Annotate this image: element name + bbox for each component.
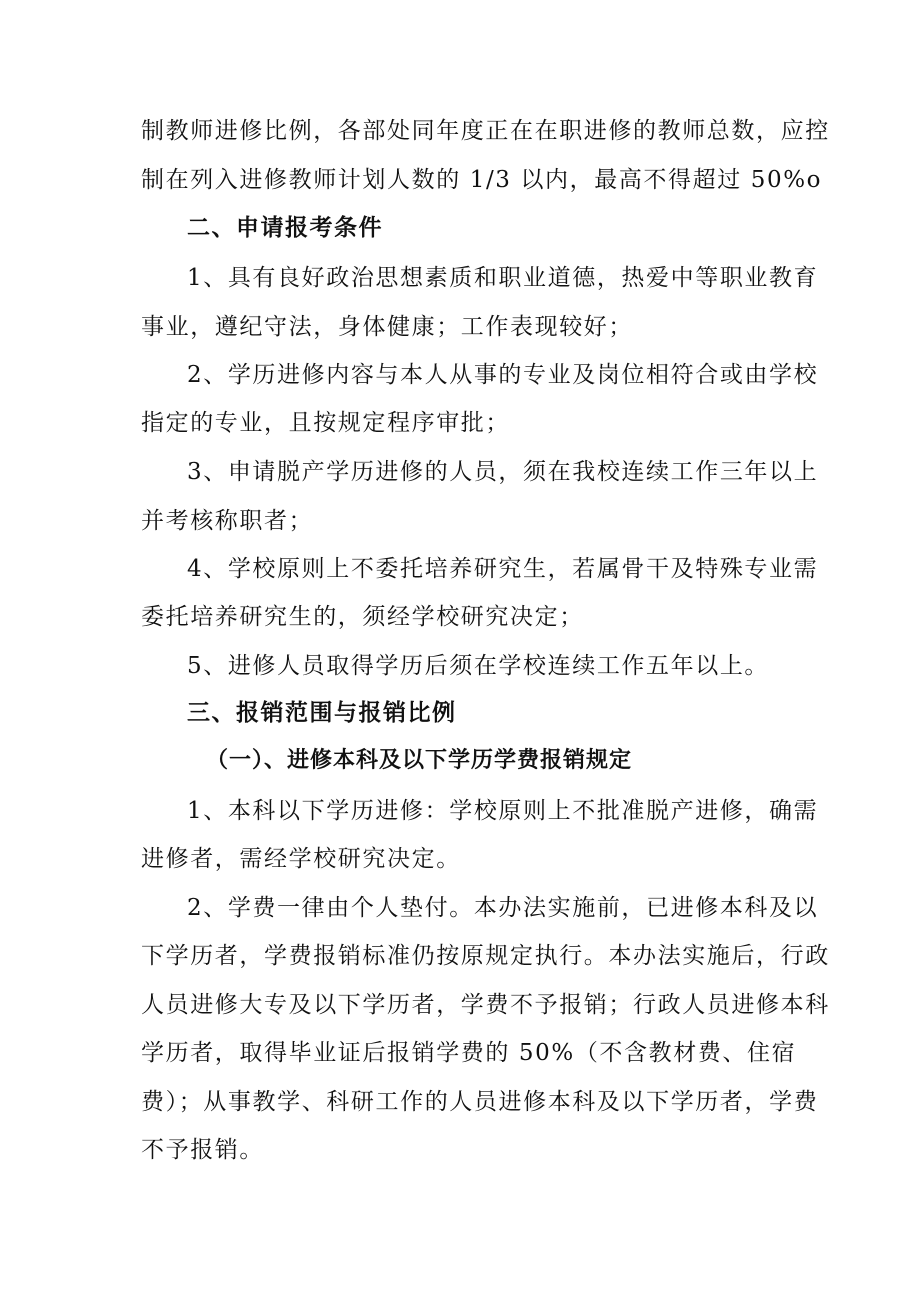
- paragraph-line: 人员进修大专及以下学历者，学费不予报销；行政人员进修本科: [141, 992, 830, 1018]
- paragraph-line: 1、本科以下学历进修：学校原则上不批准脱产进修，确需: [187, 798, 819, 824]
- section-heading-2: 二、申请报考条件: [187, 215, 383, 241]
- paragraph-line: 4、学校原则上不委托培养研究生，若属骨干及特殊专业需: [187, 556, 819, 582]
- paragraph-line: 并考核称职者；: [141, 508, 314, 534]
- paragraph-line: 2、学费一律由个人垫付。本办法实施前，已进修本科及以: [187, 895, 819, 921]
- paragraph-line: 2、学历进修内容与本人从事的专业及岗位相符合或由学校: [187, 362, 819, 388]
- paragraph-line: 3、申请脱产学历进修的人员，须在我校连续工作三年以上: [187, 459, 819, 485]
- paragraph-line: 指定的专业，且按规定程序审批；: [141, 410, 510, 436]
- section-heading-3: 三、报销范围与报销比例: [187, 700, 457, 726]
- paragraph-line: 制教师进修比例，各部处同年度正在在职进修的教师总数，应控: [141, 118, 830, 144]
- paragraph-line: 进修者，需经学校研究决定。: [141, 846, 461, 872]
- paragraph-line: 制在列入进修教师计划人数的 1/3 以内，最高不得超过 50%o: [141, 167, 823, 193]
- paragraph-line: 不予报销。: [141, 1137, 264, 1163]
- paragraph-line: 下学历者，学费报销标准仍按原规定执行。本办法实施后，行政: [141, 943, 830, 969]
- paragraph-line: 费）；从事教学、科研工作的人员进修本科及以下学历者，学费: [141, 1089, 819, 1115]
- subsection-heading: （一）、进修本科及以下学历学费报销规定: [206, 748, 633, 773]
- paragraph-line: 事业，遵纪守法，身体健康；工作表现较好；: [141, 314, 633, 340]
- paragraph-line: 委托培养研究生的，须经学校研究决定；: [141, 604, 584, 630]
- paragraph-line: 5、进修人员取得学历后须在学校连续工作五年以上。: [187, 653, 770, 679]
- paragraph-line: 学历者，取得毕业证后报销学费的 50%（不含教材费、住宿: [141, 1040, 797, 1066]
- paragraph-line: 1、具有良好政治思想素质和职业道德，热爱中等职业教育: [187, 265, 819, 291]
